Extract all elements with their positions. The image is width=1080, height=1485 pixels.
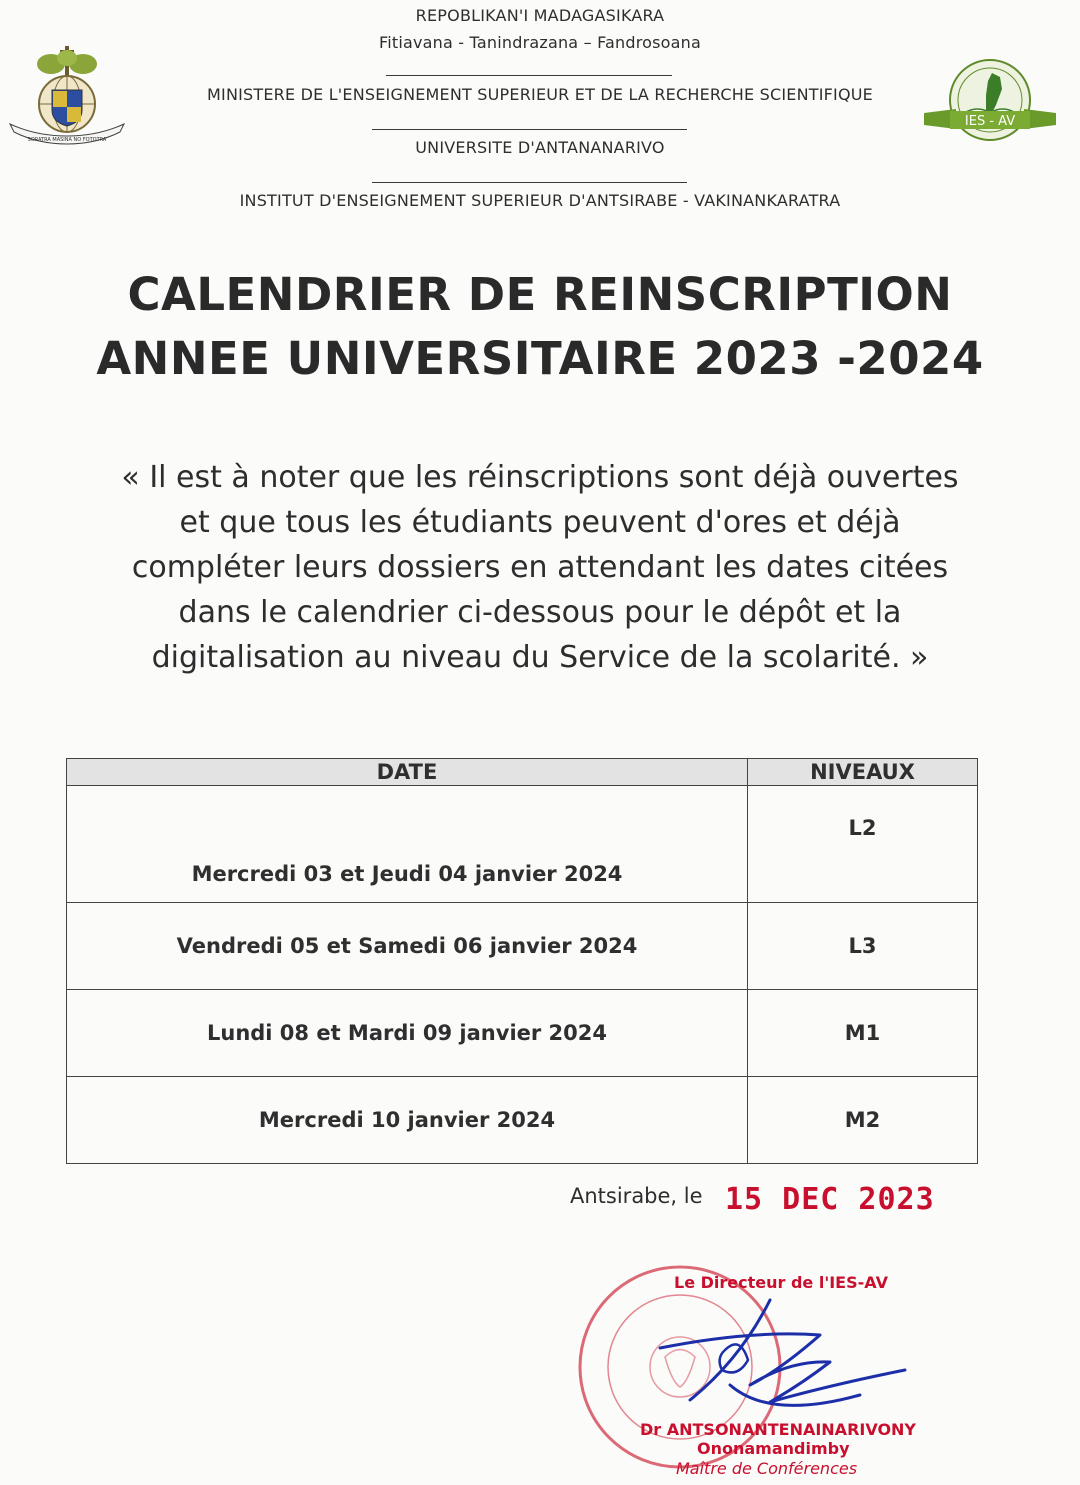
document-title-line1: CALENDRIER DE REINSCRIPTION xyxy=(127,268,953,321)
ies-av-logo-text: IES - AV xyxy=(964,114,1016,129)
registration-calendar-table xyxy=(66,758,978,1164)
signatory-role: Le Directeur de l'IES-AV xyxy=(674,1273,888,1292)
row-level: M1 xyxy=(748,990,978,1077)
level-column-header: NIVEAUX xyxy=(748,759,978,786)
document-title-line2: ANNEE UNIVERSITAIRE 2023 -2024 xyxy=(96,332,984,385)
place-label: Antsirabe, le xyxy=(570,1184,703,1208)
table-row xyxy=(67,903,978,990)
notice-line: et que tous les étudiants peuvent d'ores et déjà xyxy=(179,505,901,540)
row-date: Mercredi 10 janvier 2024 xyxy=(67,1077,748,1164)
row-level: L3 xyxy=(748,903,978,990)
table-header-row xyxy=(67,759,978,786)
notice-line: dans le calendrier ci-dessous pour le dépôt et la xyxy=(178,595,902,630)
notice-paragraph xyxy=(0,455,1080,680)
notice-line: compléter leurs dossiers en attendant les dates citées xyxy=(131,550,949,585)
date-column-header: DATE xyxy=(67,759,748,786)
signatory-name-line1: Dr ANTSONANTENAINARIVONY xyxy=(640,1420,917,1439)
table-row xyxy=(67,1077,978,1164)
handwritten-signature xyxy=(630,1290,910,1440)
national-motto: Fitiavana - Tanindrazana – Fandrosoana xyxy=(378,33,701,52)
republic-name: REPOBLIKAN'I MADAGASIKARA xyxy=(415,6,665,25)
header-divider-3 xyxy=(372,182,687,183)
row-date: Mercredi 03 et Jeudi 04 janvier 2024 xyxy=(67,786,748,903)
notice-line: « Il est à noter que les réinscriptions sont déjà ouvertes xyxy=(121,460,959,495)
ministry-name: MINISTERE DE L'ENSEIGNEMENT SUPERIEUR ET DE LA RECHERCHE SCIENTIFIQUE xyxy=(207,85,873,104)
row-level: M2 xyxy=(748,1077,978,1164)
table-row xyxy=(67,786,978,903)
notice-line: digitalisation au niveau du Service de la scolarité. » xyxy=(151,640,929,675)
emblem-motto-text: SORATRA MASINA NO FOTOTRA xyxy=(27,137,107,143)
university-name: UNIVERSITE D'ANTANANARIVO xyxy=(415,138,665,157)
row-level: L2 xyxy=(748,786,978,903)
signatory-title: Maître de Conférences xyxy=(676,1459,858,1478)
date-stamp: 15 DEC 2023 xyxy=(725,1182,935,1217)
row-date: Vendredi 05 et Samedi 06 janvier 2024 xyxy=(67,903,748,990)
table-row xyxy=(67,990,978,1077)
institute-name: INSTITUT D'ENSEIGNEMENT SUPERIEUR D'ANTSIRABE - VAKINANKARATRA xyxy=(239,191,841,210)
signatory-name-line2: Ononamandimby xyxy=(697,1439,850,1458)
row-date: Lundi 08 et Mardi 09 janvier 2024 xyxy=(67,990,748,1077)
header-divider-2 xyxy=(372,129,687,130)
header-divider-1 xyxy=(386,75,672,76)
